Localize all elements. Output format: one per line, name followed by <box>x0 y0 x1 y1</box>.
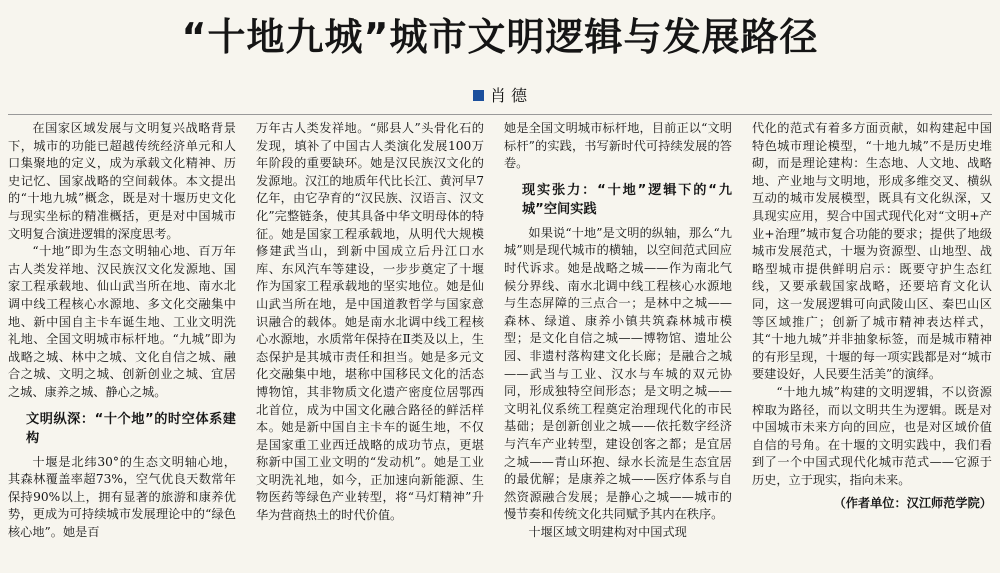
paragraph: 十堰区域文明建构对中国式现 <box>528 524 687 539</box>
paragraph: 她是全国文明城市标杆地，目前正以“文明标杆”的实践，书写新时代可持续发展的答卷。 <box>504 121 732 171</box>
paragraph: 如果说“十地”是文明的纵轴，那么“九城”则是现代城市的横轴，以空间范式回应时代诉求。她是战略之城——作为南北气候分界线、南水北调中线工程核心水源地与生态屏障的三点合一；是林中之城——森林、绿道、康养小镇共筑森林城市模型；是文化自信之城——博物馆、遗址公园、非遗村落构建文化长廊；是融合之城——武当与工业、汉水与车城的双元协同，形成独特空间形态；是文明之城——文明礼仪系统工程奠定治理现代化的市民基础；是创新创业之城——依托数字经济与汽车产业转型，建设创客之都；是宜居之城——青山环抱、绿水长流是生态宜居的最优解；是康养之城——医疗体系与自然资源融合发展；是静心之城——城市的慢节奏和传统文化共同赋予其内在秩序。 <box>504 225 732 522</box>
square-bullet-icon <box>473 90 484 101</box>
paragraph: 在国家区域发展与文明复兴战略背景下，城市的功能已超越传统经济单元和人口集聚地的定义，成为承载文化精神、历史记忆、国家战略的空间载体。本文提出的“十地九城”概念，既是对十堰历史文化与现实坐标的精准概括，更是对中国城市文明复合演进逻辑的深度思考。 <box>8 121 236 241</box>
article-title: “十地九城”城市文明逻辑与发展路径 <box>181 15 819 59</box>
column-2 <box>256 120 484 570</box>
author-name: 肖 德 <box>489 86 528 105</box>
paragraph: 万年古人类发祥地。“郧县人”头骨化石的发现，填补了中国古人类演化发展100万年阶段的重要缺环。她是汉民族汉文化的发源地。汉江的地质年代比长江、黄河早7亿年，由它孕育的“汉民族、汉语言、汉文化”完整链条，使其具备中华文明母体的特征。她是国家工程承载地，从明代大规模修建武当山，到新中国成立后丹江口水库、东风汽车等建设，一步步奠定了十堰作为国家工程承载地的坚实地位。她是仙山武当所在地，是中国道教哲学与国家意识融合的载体。她是南水北调中线工程核心水源地，水质常年保持在Ⅱ类及以上，生态保护是其城市责任和担当。她是多元文化交融集中地，堪称中国移民文化的活态博物馆，其非物质文化遗产密度位居鄂西北首位，成为中国文化融合路径的鲜活样本。她是新中国自主卡车的诞生地，不仅是国家重工业西迁战略的成功节点，更堪称新中国工业文明的“发动机”。她是工业文明洗礼地，如今，正加速向新能源、生物医药等绿色产业转型，将“马灯精神”升华为营商热土的时代价值。 <box>256 121 484 523</box>
paragraph: “十地”即为生态文明轴心地、百万年古人类发祥地、汉民族汉文化发源地、国家工程承载地、仙山武当所在地、南水北调中线工程核心水源地、多文化交融集中地、新中国自主卡车诞生地、工业文明洗礼地、全国文明城市标杆地。“九城”即为战略之城、林中之城、文化自信之城、融合之城、文明之城、创新创业之城、宜居之城、康养之城、静心之城。 <box>8 244 236 399</box>
header-divider <box>8 114 992 115</box>
paragraph: 代化的范式有着多方面贡献，如构建起中国特色城市理论模型，“十地九城”不是历史堆砌，而是理论建构：生态地、人文地、战略地、产业地与文明地，形成多维交叉、横纵互动的城市发展模型，既具有文化纵深，又具现实应用，契合中国式现代化对“文明+产业+治理”城市复合功能的要求；提供了地级城市发展范式，十堰为资源型、山地型、战略型城市提供鲜明启示：既要守护生态红线，又要承载国家战略，还要培育文化认同，这一发展逻辑可向武陵山区、秦巴山区等区域推广；创新了城市精神表达样式，其“十地九城”并非抽象标签，而是城市精神的有形呈现，十堰的每一项实践都是对“城市要建设好，人民要生活美”的演绎。 <box>752 121 992 382</box>
paragraph: “十地九城”构建的文明逻辑，不以资源榨取为路径，而以文明共生为逻辑。既是对中国城市未来方向的回应，也是对区域价值自信的号角。在十堰的文明实践中，我们看到了一个中国式现代化城市范式——它源于历史，立于现实，指向未来。 <box>752 384 992 487</box>
byline <box>0 86 1000 106</box>
section-heading: 现实张力：“十地”逻辑下的“九城”空间实践 <box>522 182 732 217</box>
section-heading: 文明纵深：“十个地”的时空体系建构 <box>26 411 236 446</box>
column-4 <box>752 120 992 570</box>
author-affiliation: （作者单位：汉江师范学院） <box>833 496 992 511</box>
column-1 <box>8 120 236 570</box>
paragraph: 十堰是北纬30°的生态文明轴心地，其森林覆盖率超73%，空气优良天数常年保持90%以上，拥有显著的旅游和康养优势，更成为可持续城市发展理论中的“绿色核心地”。她是百 <box>8 454 236 539</box>
column-3 <box>504 120 732 570</box>
